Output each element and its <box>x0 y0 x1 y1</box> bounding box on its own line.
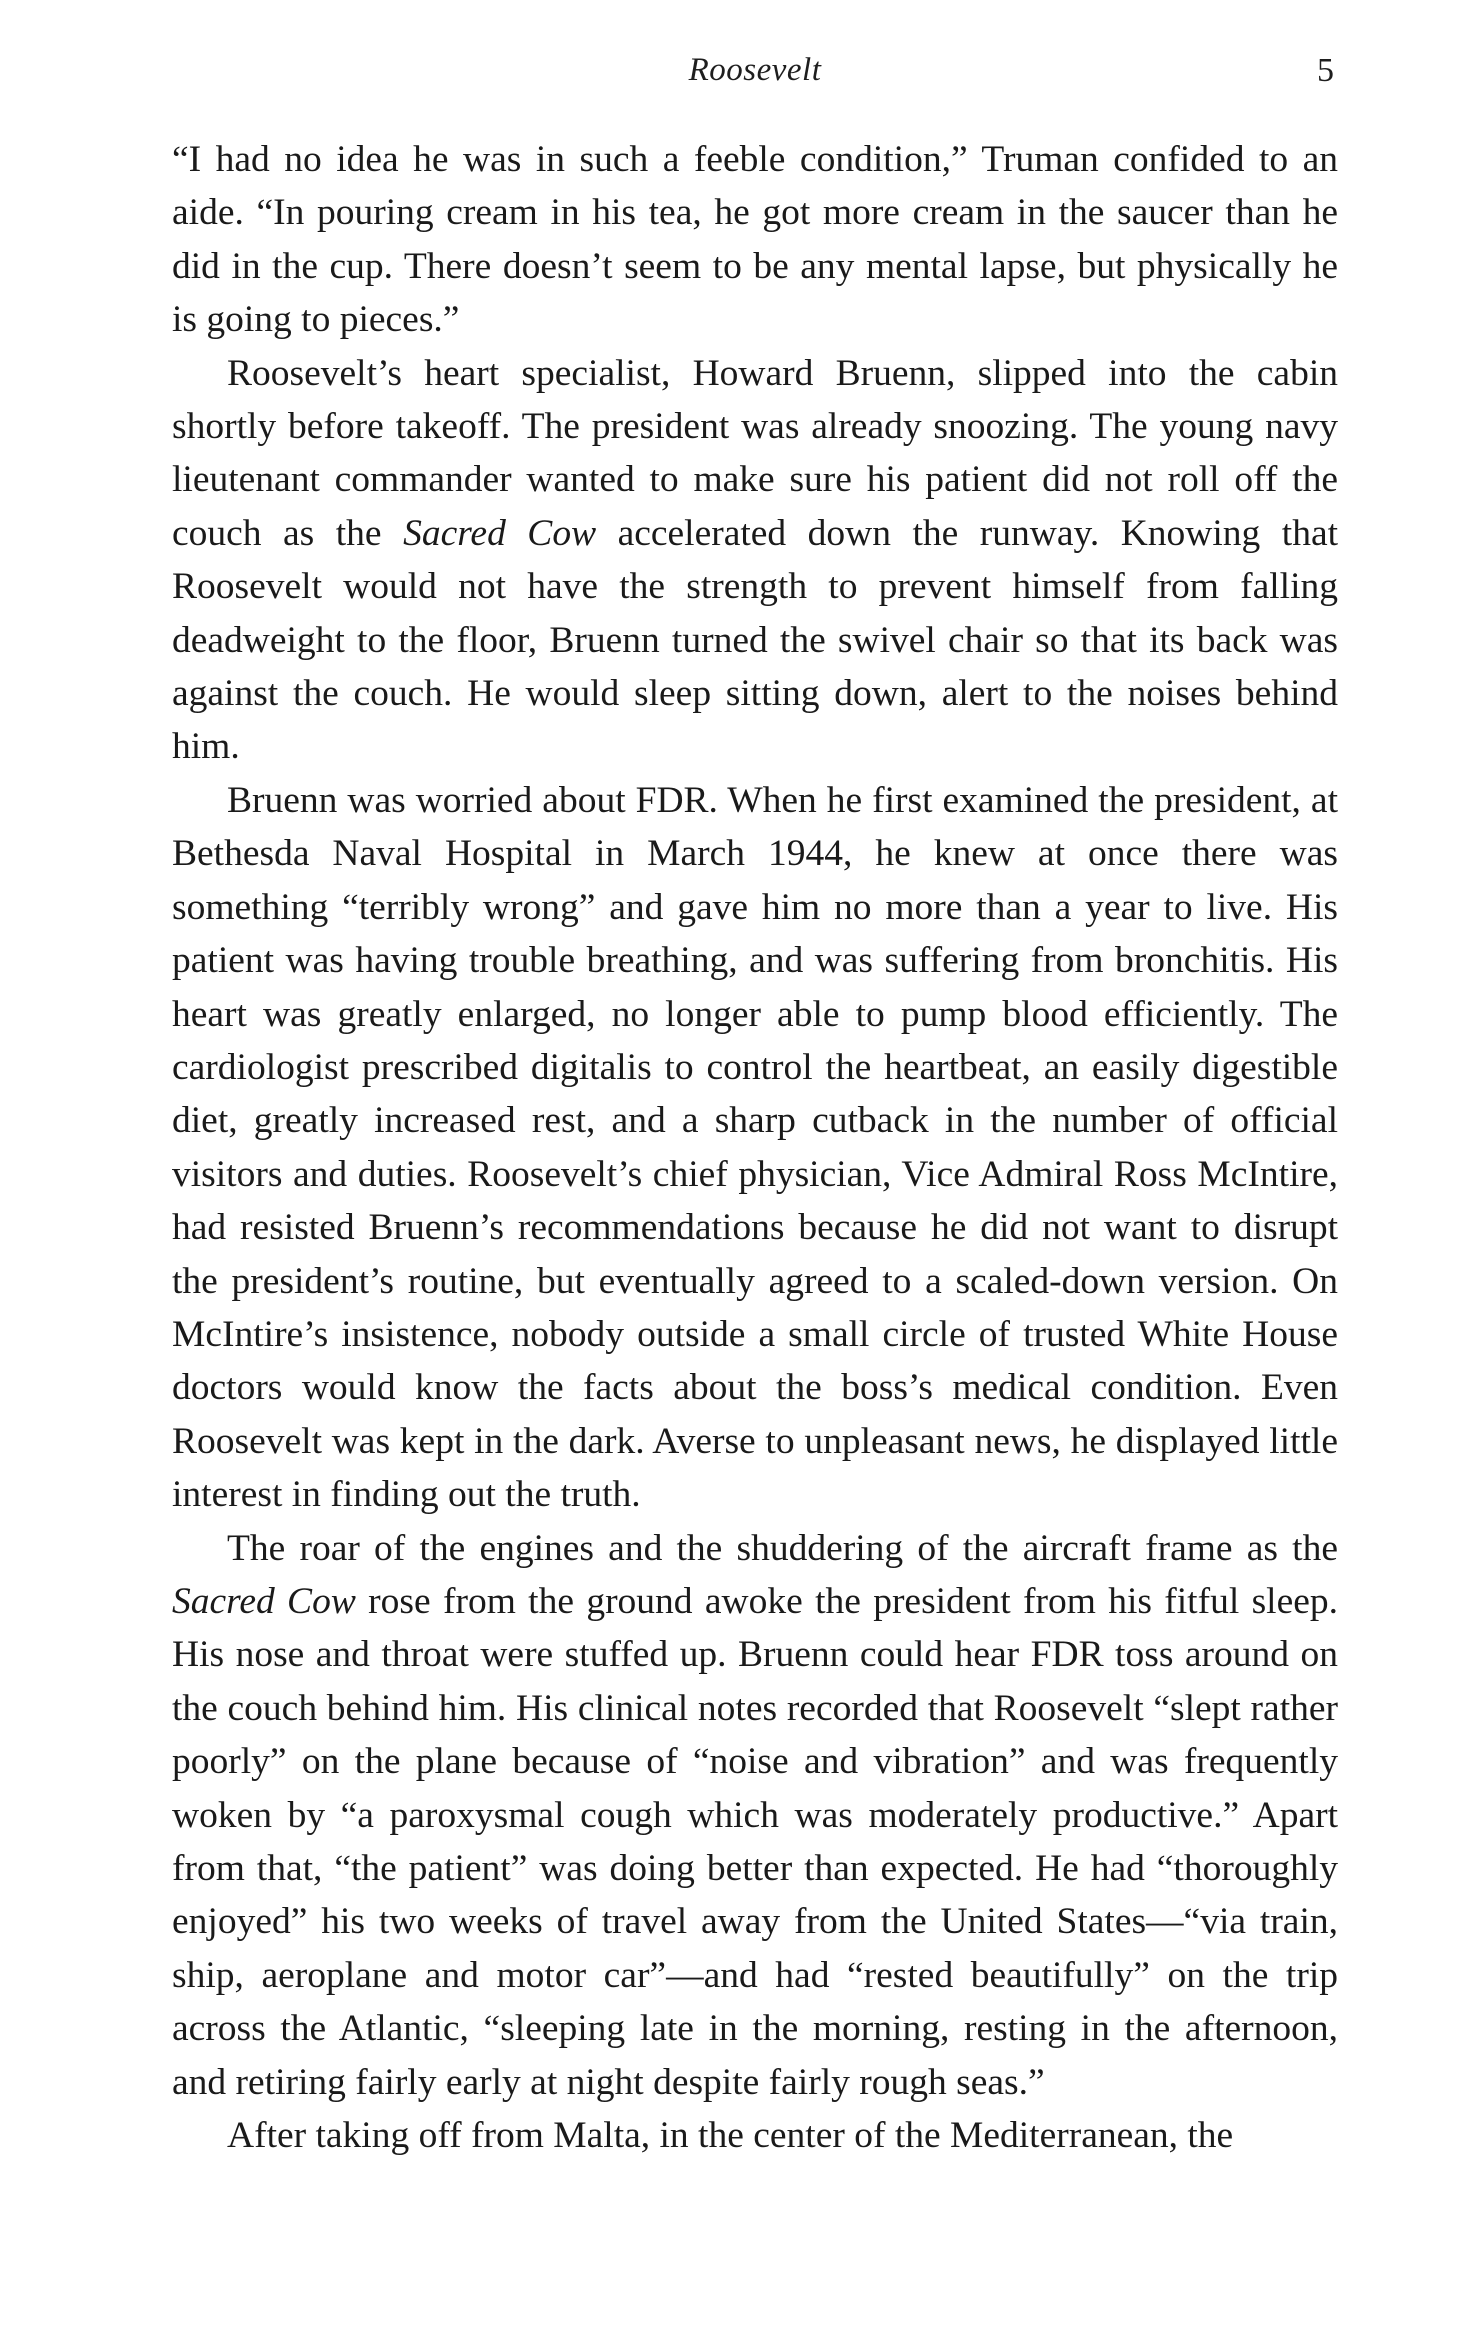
text-segment: rose from the ground awoke the president from his fitful sleep. His nose and throat were stuffed up. Bruenn could hear FDR toss around on the couch behind him. His clinical notes recorded that Roosevelt “slept rather poorly” on the plane because of “noise and vibration” and was frequently woken by “a paroxysmal cough which was moderately productive.” Apart from that, “the patient” was doing better than expected. He had “thoroughly enjoyed” his two weeks of travel away from the United States—“via train, ship, aeroplane and motor car”—and had “rested beautifully” on the trip across the Atlantic, “sleeping late in the morning, resting in the afternoon, and retiring fairly early at night despite fairly rough seas.” <box>172 1580 1339 2103</box>
paragraph <box>172 1522 1338 2109</box>
text-segment: The roar of the engines and the shuddering of the aircraft frame as the <box>227 1527 1338 1569</box>
ship-name-italic: Sacred Cow <box>172 1580 356 1622</box>
paragraph <box>172 347 1338 774</box>
page-header <box>172 52 1338 102</box>
paragraph <box>172 774 1338 1522</box>
paragraph <box>172 133 1338 347</box>
page-number: 5 <box>1317 52 1334 89</box>
ship-name-italic: Sacred Cow <box>403 512 597 554</box>
text-segment: Bruenn was worried about FDR. When he first examined the president, at Bethesda Naval Hospital in March 1944, he knew at once there was something “terribly wrong” and gave him no more than a year to live. His patient was having trouble breathing, and was suffering from bronchitis. His heart was greatly enlarged, no longer able to pump blood efficiently. The cardiologist prescribed digitalis to control the heartbeat, an easily digestible diet, greatly increased rest, and a sharp cutback in the number of official visitors and duties. Roosevelt’s chief physician, Vice Admiral Ross McIntire, had resisted Bruenn’s recommendations because he did not want to disrupt the president’s routine, but eventually agreed to a scaled-down version. On McIntire’s insistence, nobody outside a small circle of trusted White House doctors would know the facts about the boss’s medical condition. Even Roosevelt was kept in the dark. Averse to unpleasant news, he displayed little interest in finding out the truth. <box>172 779 1338 1516</box>
text-segment: “I had no idea he was in such a feeble condition,” Truman confided to an aide. “In pouring cream in his tea, he got more cream in the saucer than he did in the cup. There doesn’t seem to be any mental lapse, but physically he is going to pieces.” <box>172 139 1338 341</box>
paragraph <box>172 2109 1338 2162</box>
text-segment: accelerated down the runway. Knowing that Roosevelt would not have the strength to prevent himself from falling deadweight to the floor, Bruenn turned the swivel chair so that its back was against the couch. He would sleep sitting down, alert to the noises behind him. <box>172 512 1339 768</box>
text-segment: After taking off from Malta, in the center of the Mediterranean, the <box>227 2115 1234 2157</box>
running-head: Roosevelt <box>688 52 822 88</box>
text-segment: Roosevelt’s heart specialist, Howard Bruenn, slipped into the cabin shortly before takeoff. The president was already snoozing. The young navy lieutenant commander wanted to make sure his patient did not roll off the couch as the <box>172 352 1338 554</box>
body-text <box>172 133 1338 2162</box>
